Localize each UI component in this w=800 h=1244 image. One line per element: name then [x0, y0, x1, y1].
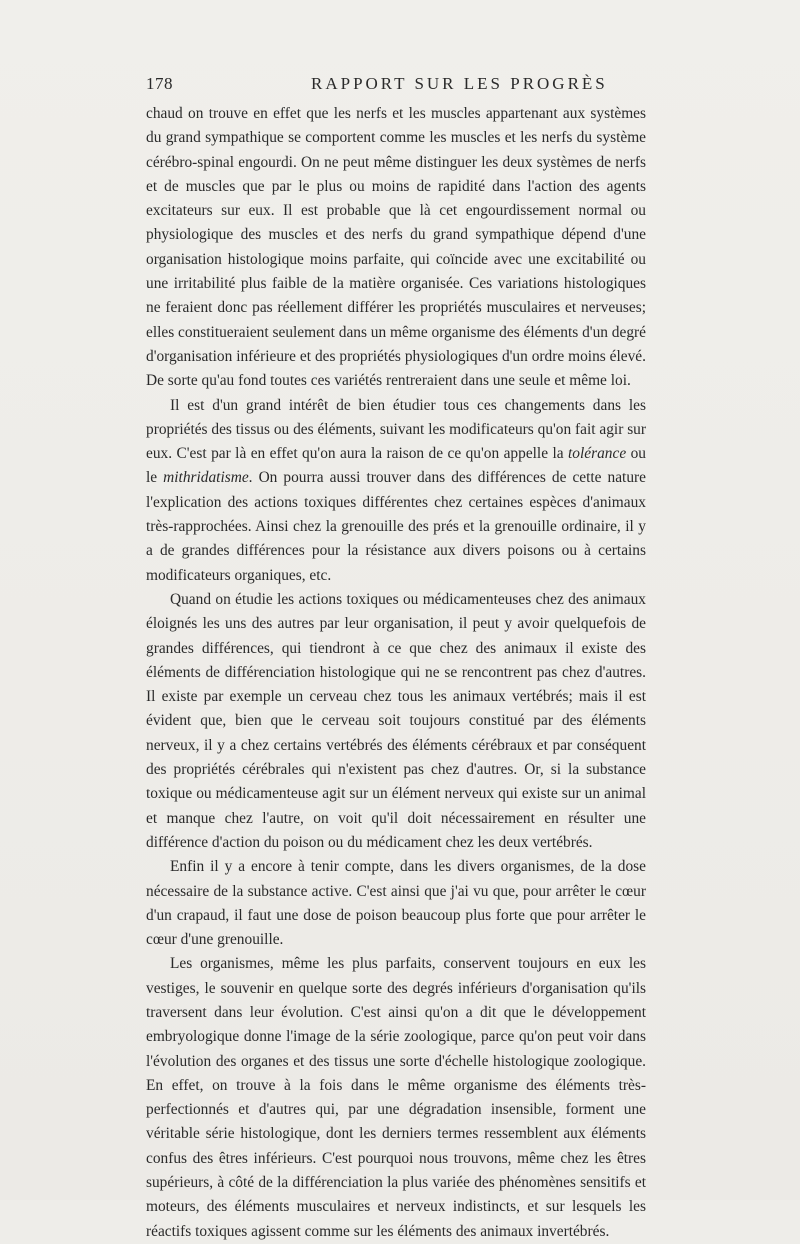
- text-run: Il est d'un grand intérêt de bien étudier tous ces changements dans les propriétés des tissus ou des éléments, suivant les modificateurs qu'on fait agir sur eux. C'est par là en effet qu'on aura la raison de ce qu'on appelle la: [146, 396, 646, 463]
- text-run: Les organismes, même les plus parfaits, conservent toujours en eux les vestiges, le souvenir en quelque sorte des degrés inférieurs d'organisation qu'ils traversent dans leur évolution. C'est ainsi qu'on a dit que le développement embryologique donne l'image de la série zoologique, parce qu'on peut voir dans l'évolution des organes et des tissus une sorte d'échelle histologique zoologique. En effet, on trouve à la fois dans le même organisme des éléments très-perfectionnés et d'autres qui, par une dégradation insensible, forment une véritable série histologique, dont les derniers termes ressemblent aux éléments confus des êtres inférieurs. C'est pourquoi nous trouvons, même chez les êtres supérieurs, à côté de la différenciation la plus variée des phénomènes sensitifs et moteurs, des éléments musculaires et nerveux indistincts, et sur lesquels les réactifs toxiques agissent comme sur les éléments des animaux invertébrés.: [146, 955, 646, 1240]
- page-number: 178: [146, 74, 173, 93]
- text-run: Quand on étudie les actions toxiques ou médicamenteuses chez des animaux éloignés les uns des autres par leur organisation, il peut y avoir quelquefois de grandes différences, qui tiendront à ce que chez des animaux il existe des éléments de différenciation histologique qui ne se rencontrent pas chez d'autres. Il existe par exemple un cerveau chez tous les animaux vertébrés; mais il est évident que, bien que le cerveau soit toujours constitué par des éléments nerveux, il y a chez certains vertébrés des éléments cérébraux et par conséquent des propriétés cérébrales qui n'existent pas chez d'autres. Or, si la substance toxique ou médicamenteuse agit sur un élément nerveux qui existe sur un animal et manque chez l'autre, on voit qu'il doit nécessairement en résulter une différence d'action du poison ou du médicament chez les deux vertébrés.: [146, 590, 646, 851]
- paragraph: [146, 855, 646, 952]
- body-text: [146, 102, 646, 1244]
- running-head: RAPPORT SUR LES PROGRÈS: [311, 74, 608, 93]
- text-run: . On pourra aussi trouver dans des différences de cette nature l'explication des actions toxiques différentes chez certaines espèces d'animaux très-rapprochées. Ainsi chez la grenouille des prés et la grenouille ordinaire, il y a de grandes différences pour la résistance aux divers poisons ou à certains modificateurs organiques, etc.: [146, 469, 646, 584]
- paragraph: [146, 952, 646, 1244]
- paragraph: [146, 588, 646, 855]
- text-run: ou le: [146, 445, 646, 487]
- text-run: Enfin il y a encore à tenir compte, dans les divers organismes, de la dose nécessaire de la substance active. C'est ainsi que j'ai vu que, pour arrêter le cœur d'un crapaud, il faut une dose de poison beaucoup plus forte que pour arrêter le cœur d'une grenouille.: [146, 858, 646, 949]
- paragraph: [146, 102, 646, 394]
- page-header: [146, 74, 646, 98]
- italic-term: tolérance: [568, 445, 627, 463]
- italic-term: mithridatisme: [163, 469, 249, 487]
- text-run: chaud on trouve en effet que les nerfs et les muscles appartenant aux systèmes du grand sympathique se comportent comme les muscles et les nerfs du système cérébro-spinal engourdi. On ne peut même distinguer les deux systèmes de nerfs et de muscles que par le plus ou moins de rapidité dans l'action des agents excitateurs sur eux. Il est probable que là cet engourdissement normal ou physiologique des muscles et des nerfs du grand sympathique dépend d'une organisation histologique moins parfaite, qui coïncide avec une excitabilité ou une irritabilité plus faible de la matière organisée. Ces variations histologiques ne feraient donc pas réellement différer les propriétés musculaires et nerveuses; elles constitueraient seulement dans un même organisme des éléments d'un degré d'organisation inférieure et des propriétés physiologiques d'un ordre moins élevé. De sorte qu'au fond toutes ces variétés rentreraient dans une seule et même loi.: [146, 105, 646, 390]
- paragraph: [146, 394, 646, 588]
